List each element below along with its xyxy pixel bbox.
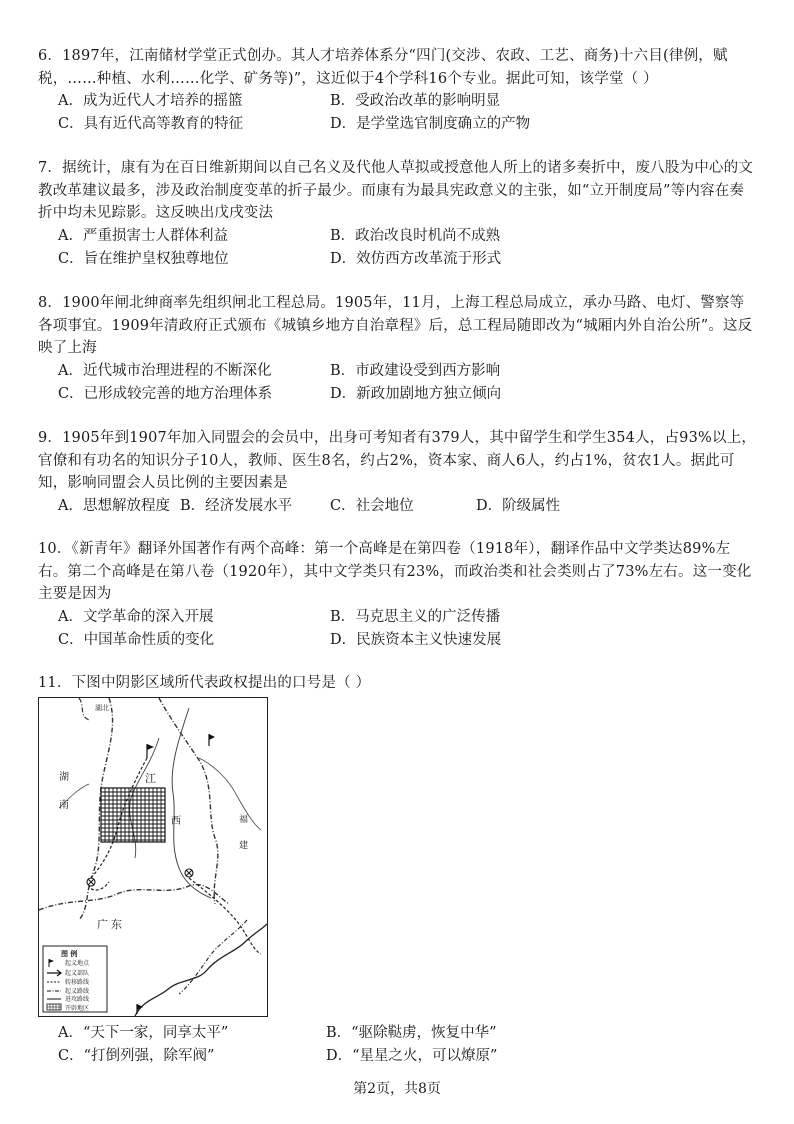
option-b[interactable]: B．“驱除鞑虏，恢复中华”: [326, 1025, 497, 1041]
option-a[interactable]: A．文学革命的深入开展: [58, 608, 214, 625]
question-10: [38, 538, 758, 652]
region-label: 湖: [59, 772, 69, 783]
river-east: [199, 758, 261, 830]
question-7: [38, 157, 758, 271]
region-label: 广: [97, 918, 108, 931]
flag-icon: [209, 734, 215, 746]
option-c[interactable]: C．已形成较完善的地方治理体系: [58, 385, 273, 402]
region-label: 东: [111, 918, 122, 931]
question-11: [38, 672, 758, 695]
question-stem: 8．1900年闸北绅商率先组织闸北工程总局。1905年，11月，上海工程总局成立，承办马路、电灯、警察等各项事宜。1909年清政府正式颁布《城镇乡地方自治章程》后，总工程局随即改为“城厢内外自治公所”。这反映了上海: [38, 295, 753, 356]
route-line: [189, 878, 261, 954]
region-label: 建: [239, 841, 249, 851]
question-9: [38, 427, 758, 518]
legend-label: 转移路线: [65, 979, 90, 986]
option-b[interactable]: B．经济发展水平: [180, 497, 293, 514]
flag-icon: [147, 744, 154, 758]
question-6: [38, 45, 758, 136]
map-legend: [43, 946, 107, 1012]
region-label: 西: [171, 816, 181, 827]
option-d[interactable]: D．新政加剧地方独立倾向: [330, 385, 502, 402]
legend-label: 进攻路线: [65, 996, 90, 1003]
map-figure: [38, 697, 268, 1017]
question-stem: 10．《新青年》翻译外国著作有两个高峰：第一个高峰是在第四卷（1918年），翻译作品中文学类达89%左右。第二个高峰是在第八卷（1920年），其中文学类只有23%，而政治类和社会类则占了73%左右。这一变化主要是因为: [38, 541, 752, 602]
region-label: 江: [145, 772, 156, 785]
option-d[interactable]: D．是学堂选官制度确立的产物: [330, 116, 531, 132]
legend-label: 开辟地区: [65, 1005, 90, 1012]
shaded-region-hatch: [101, 788, 165, 842]
route-line: [179, 920, 247, 994]
region-label: 南: [59, 800, 69, 811]
options-row: [38, 225, 758, 248]
options-row: [38, 629, 758, 652]
options-row: [38, 606, 758, 629]
options-row: [38, 248, 758, 271]
option-b[interactable]: B．市政建设受到西方影响: [330, 362, 501, 379]
option-c[interactable]: C．旨在维护皇权独尊地位: [58, 250, 229, 267]
question-stem: 6．1897年，江南储材学堂正式创办。其人才培养体系分“四门(交涉、农政、工艺、商务)十六目(律例，赋税，……种植、水利……化学、矿务等)”，这近似于4个学科16个专业。据此可知，该学堂（ ）: [38, 48, 728, 87]
question-stem: 7．据统计，康有为在百日维新期间以自己名义及代他人草拟或授意他人所上的诸多奏折中，废八股为中心的文教改革建议最多，涉及政治制度变革的折子最少。而康有为最具宪政意义的主张，如“立开制度局”等内容在奏折中均未见踪影。这反映出戊戌变法: [38, 160, 754, 221]
options-row: [38, 495, 758, 518]
options-row: [38, 113, 758, 136]
town-marker-icon: [185, 869, 193, 877]
option-a[interactable]: A．思想解放程度: [58, 497, 170, 514]
option-d[interactable]: D．阶级属性: [476, 497, 561, 514]
options-row: [38, 1022, 758, 1045]
coastline: [135, 924, 267, 1016]
options-row: [38, 383, 758, 406]
town-marker-icon: [87, 878, 95, 886]
legend-title: 图 例: [61, 950, 78, 958]
option-b[interactable]: B．受政治改革的影响明显: [330, 93, 501, 109]
options-row: [38, 90, 758, 113]
region-label: 福: [239, 815, 249, 825]
option-c[interactable]: C．“打倒列强，除军阀”: [58, 1048, 215, 1064]
question-stem: 9．1905年到1907年加入同盟会的会员中，出身可考知者有379人，其中留学生和学生354人，占93%以上，官僚和有功名的知识分子10人，教师、医生8名，约占2%，资本家、商人6人，约占1%，贫农1人。据此可知，影响同盟会人员比例的主要因素是: [38, 430, 757, 491]
option-a[interactable]: A．近代城市治理进程的不断深化: [58, 362, 272, 379]
option-a[interactable]: A．“天下一家，同享太平”: [58, 1025, 229, 1041]
option-d[interactable]: D．“星星之火，可以燎原”: [326, 1048, 498, 1064]
option-c[interactable]: C．中国革命性质的变化: [58, 631, 215, 648]
question-stem: 11．下图中阴影区域所代表政权提出的口号是（ ）: [38, 675, 371, 691]
option-d[interactable]: D．民族资本主义快速发展: [330, 631, 502, 648]
option-d[interactable]: D．效仿西方改革流于形式: [330, 250, 502, 267]
legend-label: 起义路线: [65, 988, 90, 995]
option-b[interactable]: B．政治改良时机尚不成熟: [330, 227, 501, 244]
question-8: [38, 292, 758, 406]
region-label: 湖北: [95, 704, 109, 712]
legend-label: 起义部队: [65, 970, 90, 977]
legend-label: 起义地点: [65, 960, 90, 967]
map-svg: [39, 698, 267, 1016]
option-c[interactable]: C．社会地位: [330, 497, 414, 514]
option-c[interactable]: C．具有近代高等教育的特征: [58, 116, 244, 132]
option-a[interactable]: A．严重损害士人群体利益: [58, 227, 228, 244]
border-hunan-jiangxi: [79, 698, 113, 920]
question-11-options: [38, 1022, 758, 1068]
border-guangdong: [39, 885, 229, 910]
options-row: [38, 1045, 758, 1068]
page-footer: 第2页，共8页: [353, 1081, 441, 1097]
option-b[interactable]: B．马克思主义的广泛传播: [330, 608, 501, 625]
option-a[interactable]: A．成为近代人才培养的摇篮: [58, 93, 243, 109]
options-row: [38, 360, 758, 383]
border-hubei: [79, 698, 89, 720]
